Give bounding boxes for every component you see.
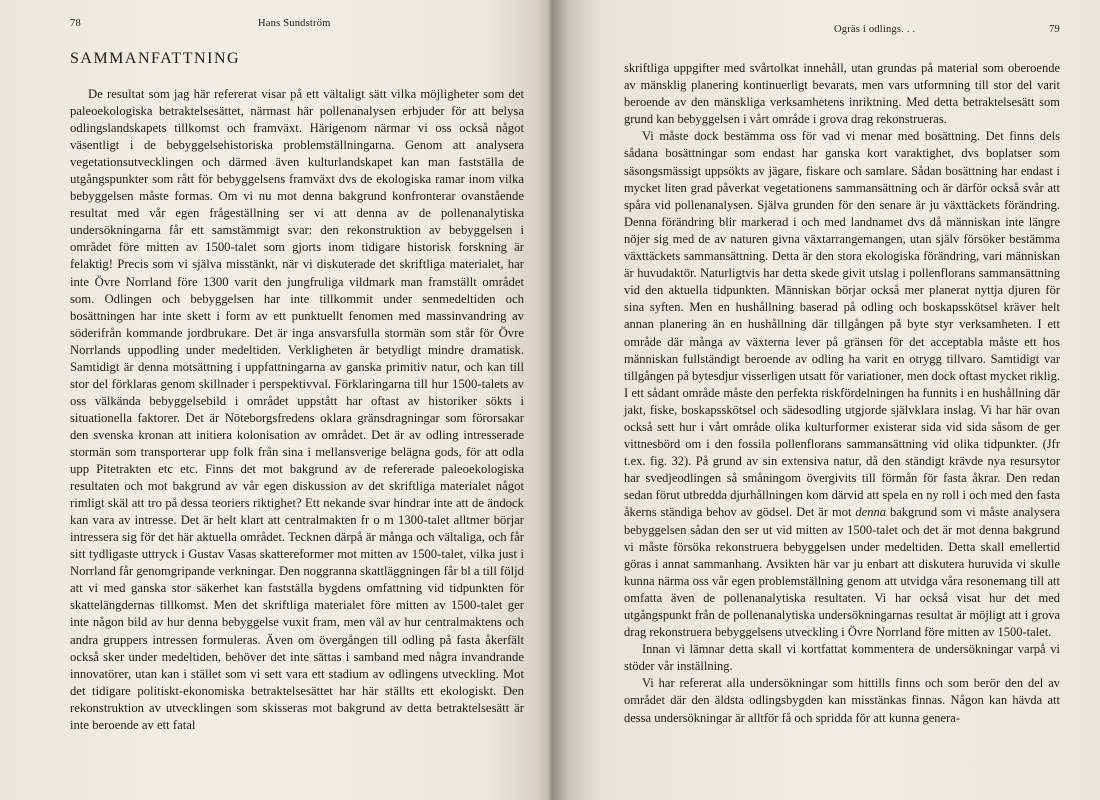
left-body-text xyxy=(70,86,524,734)
left-running-head xyxy=(70,18,524,40)
right-body-text xyxy=(624,60,1060,727)
paragraph: De resultat som jag här refererat visar på ett vältaligt sätt vilka möjligheter som det paleoekologiska betraktelsesättet, närmast här pollenanalysen erbjuder för att belysa odlingslandskapets tillkomst och framväxt. Härigenom närmar vi oss också något väsentligt i de bebyggelsehistoriska problemställningarna. Genom att analysera vegetationsutvecklingen och därmed även kulturlandskapet kan man fastställa de utgångspunkter som rått för bebyggelsens framväxt dvs de ekologiska ramar inom vilka bebyggelsen måste formas. Om vi nu mot denna bakgrund konfronterar ovanstående resultat med vår egen frågeställning ser vi att denna av de pollenanalytiska undersökningarna får ett samstämmigt svar: den rekonstruktion av bebyggelsen i området före mitten av 1500-talet som gjorts inom tidigare historisk forskning är felaktig! Precis som vi själva misstänkt, när vi diskuterade det skriftliga materialet, har inte Övre Norrland före 1300 varit den jungfruliga vildmark man framställt området som. Odlingen och bebyggelsen har inte tillkommit under senmedeltiden och bosättningen har inte skett i form av ett punktuellt fenomen med massinvandring av söderifrån kommande jordbrukare. Det är inga ansvarsfulla stormän som står för Övre Norrlands uppodling under medeltiden. Verkligheten är betydligt mindre dramatisk. Samtidigt är denna motsättning i uppfattningarna av ganska primitiv natur, och kan till stor del förklaras genom skillnader i perspektivval. Förklaringarna till hur 1500-talets av oss välkända bebyggelsebild i området uppstått har oftast av historiker sökts i situationella faktorer. Det är Nöteborgsfredens oklara gränsdragningar som förorsakar den svenska kronan att initiera kolonisation av området. Det är av odling intresserade stormän som transporterar upp folk från sina i mellansverige belägna gods, för att odla upp Pitetrakten etc etc. Finns det mot bakgrund av de refererade paleoekologiska resultaten och mot bakgrund av vår egen diskussion av det skriftliga materialet något rimligt skäl att tro på dessa teoriers riktighet? Ett nekande svar hindrar inte att de ändock kan vara av intresse. Det är helt klart att centralmakten fr o m 1300-talet alltmer börjar intressera sig för det här aktuella området. Tecknen därpå är många och vältaliga, och får sitt tydligaste uttryck i Gustav Vasas skattereformer mot mitten av 1500-talet, vilka just i Norrland får genomgripande verkningar. Den noggranna skattläggningen får bl a till följd att vi med ganska stor säkerhet kan fastställa bygdens omfattning vid tidpunkten för skattelängdernas tillkomst. Men det skriftliga materialet före mitten av 1500-talet ger inte någon bild av hur denna bebyggelse vuxit fram, men väl av hur centralmaktens och andra gruppers intressen formuleras. Även om övergången till odling på fasta åkerfält också sker under medeltiden, behöver det inte sättas i samband med några invandrande innovatörer, utan kan i stället som vi sett vara ett stadium av odlingens utveckling. Mot det tidigare politiskt-ekonomiska betraktelsesättet har här ställts ett ekologiskt. Den rekonstruktion av utvecklingen som skisseras mot bakgrund av detta betraktelsesätt är inte beroende av ett fatal xyxy=(70,87,524,732)
running-head-author: Hans Sundström xyxy=(258,18,331,29)
running-head-chapter: Ogräs i odlings. . . xyxy=(834,24,916,35)
paragraph: Vi har refererat alla undersökningar som hittills finns och som berör den del av området där den äldsta odlingsbygden kan misstänkas finnas. Någon kan hävda att dessa undersökningar är alltför få och spridda för att kunna genera- xyxy=(624,676,1060,725)
page-number-right: 79 xyxy=(1049,24,1060,35)
section-title: SAMMANFATTNING xyxy=(70,50,241,67)
paragraph: Vi måste dock bestämma oss för vad vi menar med bosättning. Det finns dels sådana bosättningar som endast har ganska kort varaktighet, dvs boplatser som säsongsmässigt uppsökts av jägare, fiskare och samlare. Sådan bosättning har endast i mycket liten grad påverkat vegetationens sammansättning och är därför också svår att spåra vid pollenanalysen. Själva grunden för den senare är ju växttäckets förändring. Denna förändring blir markerad i och med landnamet dvs då människan inte längre nöjer sig med de av naturen givna växtarrangemangen, utan själv försöker bestämma växttäckets sammansättning. Detta är den stora ekologiska förändring, vari människan är huvudaktör. Naturligtvis har detta skede givit utslag i pollenflorans sammansättning vid den aktuella tidpunkten. Människan börjar också mer planerat nyttja djuren för sina syften. Men en hushållning baserad på odling och boskapsskötsel kräver helt annan planering än en hushållning där tillgången på byte styr verksamheten. I ett område där många av växterna lever på gränsen för det acceptabla måste ett hos människan fullständigt beroende av odling ha varit en otrygg tillvaro. Samtidigt var tillgången på bytesdjur visserligen utsatt för variationer, men dock oftast mycket riklig. I ett sådant område måste den perfekta riskfördelningen ha funnits i en hushållning där jakt, fiske, boskapsskötsel och sädesodling utgjorde självklara inslag. Vi har här ovan också sett hur i vårt område olika kulturformer existerar sida vid sida såsom de ger vittnesbörd om i den fossila pollenflorans sammansättning vid olika tidpunkter. (Jfr t.ex. fig. 32). På grund av sin extensiva natur, då den ständigt krävde nya resursytor har svedjeodlingen så småningom övergivits till förmån för fasta åkrar. Den redan sedan förut utbredda djurhållningen kom därvid att spela en ny roll i och med den fasta åkerns ständiga behov av gödsel. Det är mot denna bakgrund som vi måste analysera bebyggelsen sådan den ser ut vid mitten av 1500-talet och det är mot denna bakgrund vi måste försöka rekonstruera bebyggelsen under medeltiden. Detta skall emellertid göras i annat sammanhang. Avsikten här var ju enbart att diskutera huruvida vi skulle kunna närma oss vår egen problemställning genom att utvidga våra resonemang till att omfatta även de pollenanalytiska resultaten. Vi har också visat hur det med utgångspunkt från de pollenanalytiska undersökningarnas resultat är möjligt att i grova drag rekonstruera bebyggelsens utveckling i Övre Norrland före mitten av 1500-talet. xyxy=(624,129,1060,640)
paragraph: skriftliga uppgifter med svårtolkat innehåll, utan grundas på material som oberoende av mänsklig planering kontinuerligt bevarats, men vars utformning till stor del varit beroende av den mänskliga verksamhetens inriktning. Med detta betraktelsesätt som grund kan bebyggelsen i vårt område i grova drag rekonstrueras. xyxy=(624,61,1060,127)
emphasized-word: denna xyxy=(855,505,886,520)
right-running-head xyxy=(624,18,1060,40)
right-page xyxy=(552,0,1100,800)
page-number-left: 78 xyxy=(70,18,81,29)
paragraph: Innan vi lämnar detta skall vi kortfattat kommentera de undersökningar varpå vi stöder vår inställning. xyxy=(624,642,1060,674)
